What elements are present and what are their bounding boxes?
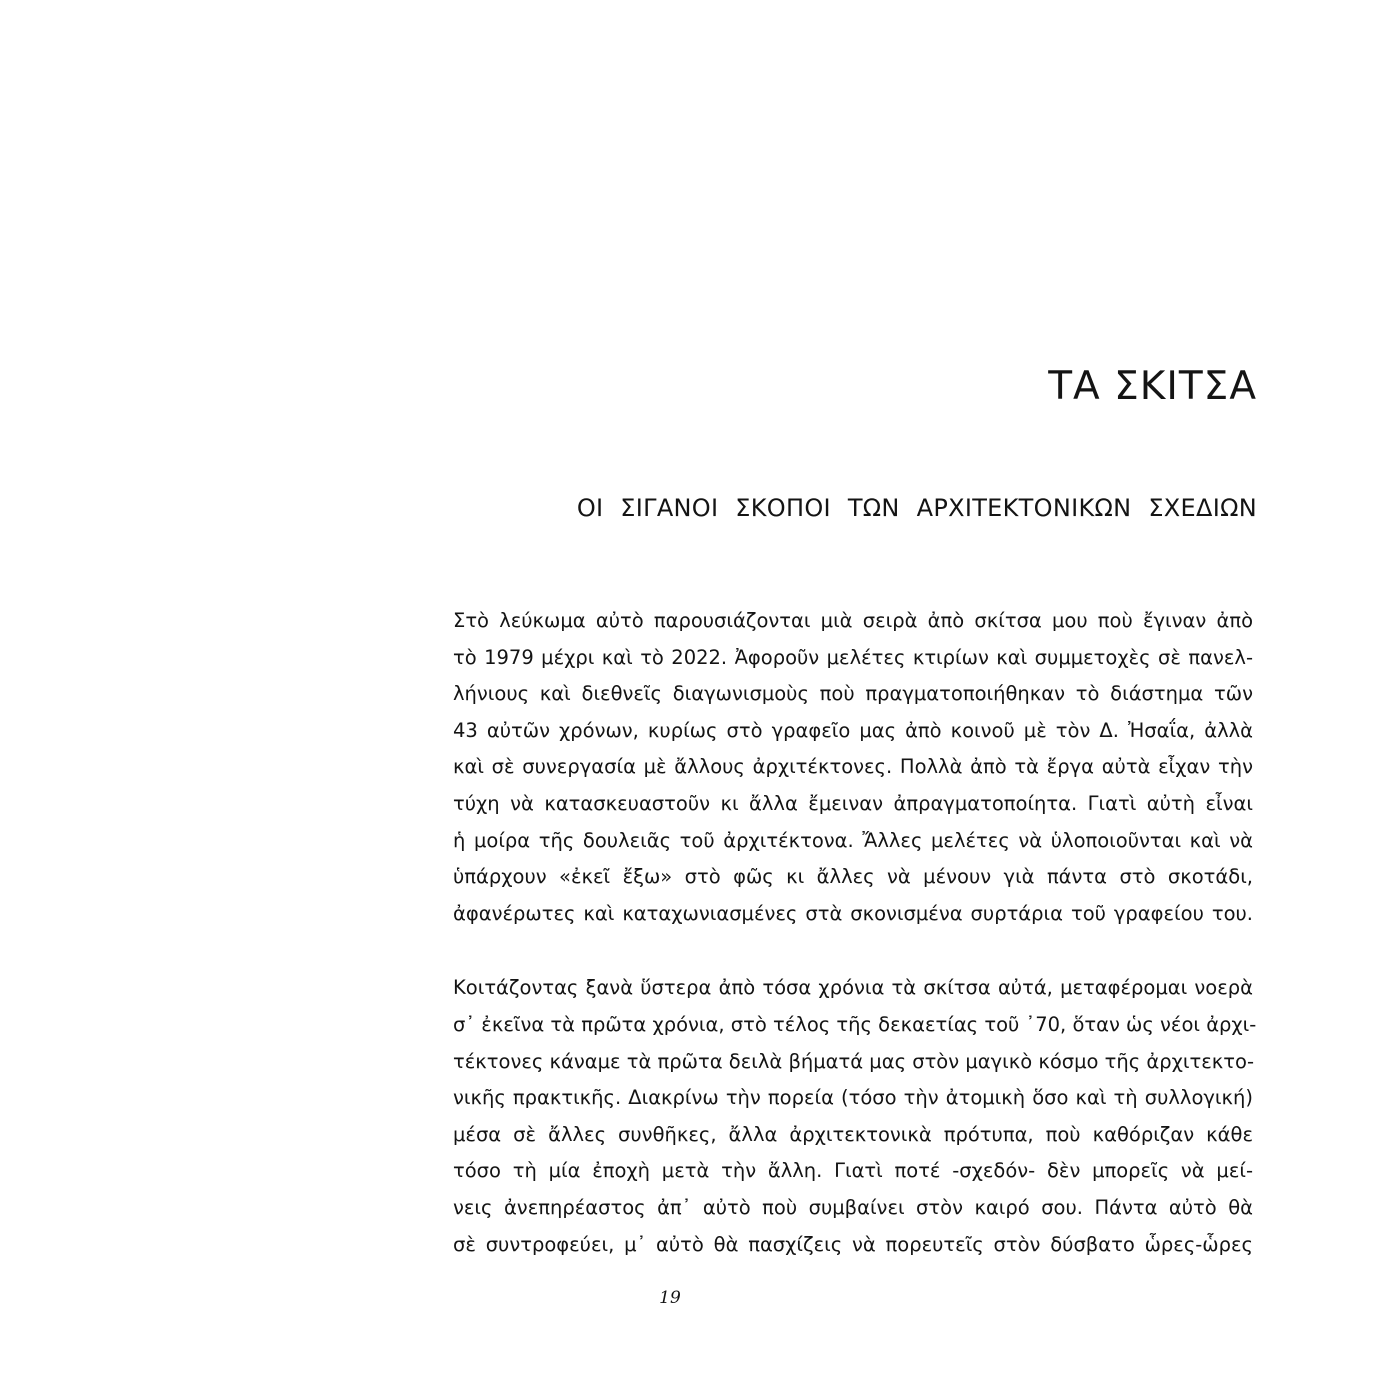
paragraph-1 bbox=[453, 603, 1253, 932]
text-line: νικῆς πρακτικῆς. Διακρίνω τὴν πορεία (τόσο τὴν ἀτομικὴ ὅσο καὶ τὴ συλλογική) bbox=[453, 1086, 1253, 1110]
paragraph-2 bbox=[453, 970, 1257, 1263]
text-line: τὸ 1979 μέχρι καὶ τὸ 2022. Ἀφοροῦν μελέτες κτιρίων καὶ συμμετοχὲς σὲ πανελ- bbox=[453, 645, 1253, 669]
text-line: τύχη νὰ κατασκευαστοῦν κι ἄλλα ἔμειναν ἀπραγματοποίητα. Γιατὶ αὐτὴ εἶναι bbox=[453, 791, 1253, 815]
text-line: σ᾽ ἐκεῖνα τὰ πρῶτα χρόνια, στὸ τέλος τῆς δεκαετίας τοῦ ᾽70, ὅταν ὡς νέοι ἀρχι- bbox=[453, 1012, 1257, 1036]
body-text bbox=[453, 603, 1257, 1263]
page-number: 19 bbox=[659, 1288, 681, 1308]
text-line: σὲ συντροφεύει, μ᾽ αὐτὸ θὰ πασχίζεις νὰ πορευτεῖς στὸν δύσβατο ὧρες-ὧρες bbox=[453, 1232, 1253, 1256]
text-line: ὑπάρχουν «ἐκεῖ ἔξω» στὸ φῶς κι ἄλλες νὰ μένουν γιὰ πάντα στὸ σκοτάδι, bbox=[453, 865, 1253, 889]
text-line: λήνιους καὶ διεθνεῖς διαγωνισμοὺς ποὺ πραγματοποιήθηκαν τὸ διάστημα τῶν bbox=[453, 682, 1253, 706]
chapter-title: ΤΑ ΣΚΙΤΣΑ bbox=[1048, 364, 1257, 409]
text-line: 43 αὐτῶν χρόνων, κυρίως στὸ γραφεῖο μας ἀπὸ κοινοῦ μὲ τὸν Δ. Ἠσαΐα, ἀλλὰ bbox=[453, 718, 1253, 742]
text-line: Κοιτάζοντας ξανὰ ὕστερα ἀπὸ τόσα χρόνια τὰ σκίτσα αὐτά, μεταφέρομαι νοερὰ bbox=[453, 976, 1253, 1000]
text-line: τέκτονες κάναμε τὰ πρῶτα δειλὰ βήματά μας στὸν μαγικὸ κόσμο τῆς ἀρχιτεκτο- bbox=[453, 1049, 1254, 1073]
text-line: μέσα σὲ ἄλλες συνθῆκες, ἄλλα ἀρχιτεκτονικὰ πρότυπα, ποὺ καθόριζαν κάθε bbox=[453, 1122, 1253, 1146]
text-line: ἡ μοίρα τῆς δουλειᾶς τοῦ ἀρχιτέκτονα. Ἄλλες μελέτες νὰ ὑλοποιοῦνται καὶ νὰ bbox=[453, 828, 1253, 852]
text-line: νεις ἀνεπηρέαστος ἀπ᾽ αὐτὸ ποὺ συμβαίνει στὸν καιρό σου. Πάντα αὐτὸ θὰ bbox=[453, 1195, 1253, 1219]
chapter-subtitle: ΟΙ ΣΙΓΑΝΟΙ ΣΚΟΠΟΙ ΤΩΝ ΑΡΧΙΤΕΚΤΟΝΙΚΩΝ ΣΧΕΔΙΩΝ bbox=[576, 494, 1257, 522]
text-line: Στὸ λεύκωμα αὐτὸ παρουσιάζονται μιὰ σειρὰ ἀπὸ σκίτσα μου ποὺ ἔγιναν ἀπὸ bbox=[453, 609, 1253, 632]
text-line: καὶ σὲ συνεργασία μὲ ἄλλους ἀρχιτέκτονες. Πολλὰ ἀπὸ τὰ ἔργα αὐτὰ εἶχαν τὴν bbox=[453, 755, 1253, 779]
text-line: ἀφανέρωτες καὶ καταχωνιασμένες στὰ σκονισμένα συρτάρια τοῦ γραφείου του. bbox=[453, 901, 1253, 925]
text-line: τόσο τὴ μία ἐποχὴ μετὰ τὴν ἄλλη. Γιατὶ ποτέ -σχεδόν- δὲν μπορεῖς νὰ μεί- bbox=[453, 1159, 1253, 1183]
